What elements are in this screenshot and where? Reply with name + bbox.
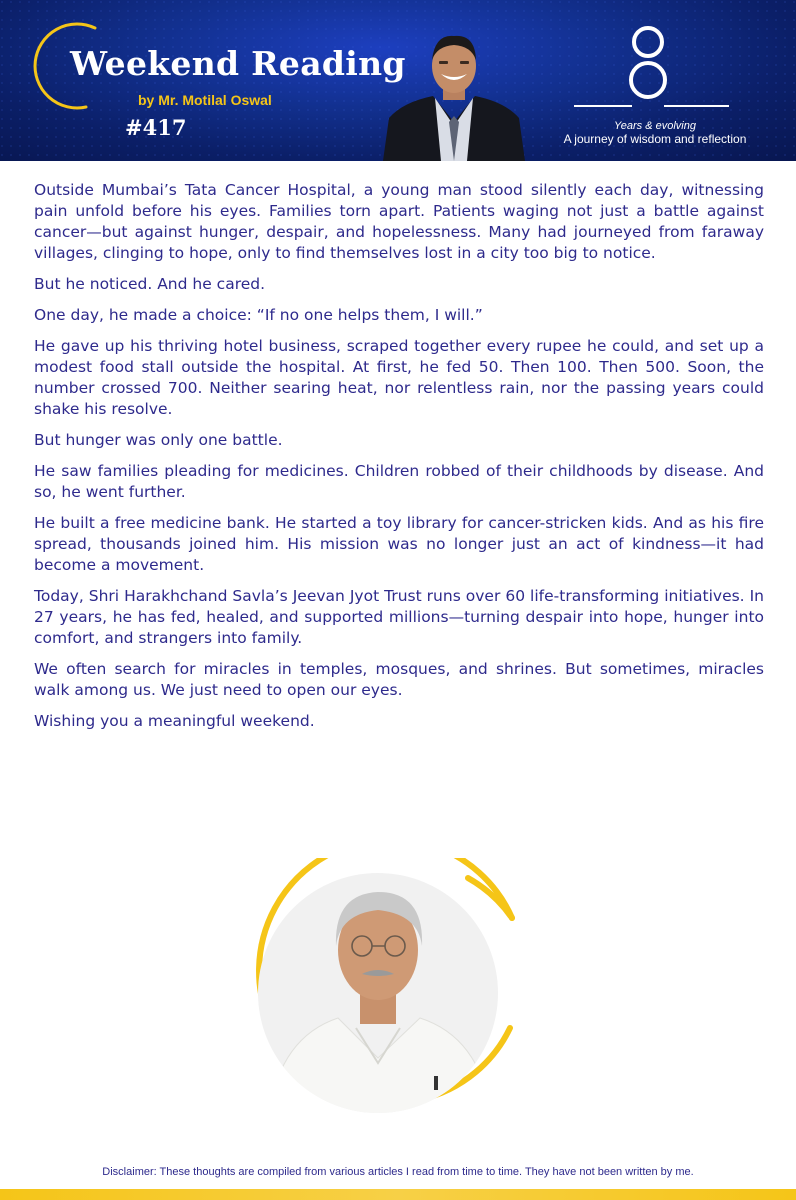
author-byline: by Mr. Motilal Oswal <box>138 92 272 108</box>
article-body <box>34 180 764 742</box>
header-banner <box>0 0 796 161</box>
anniversary-8-badge-icon <box>574 22 734 114</box>
article-paragraph: One day, he made a choice: “If no one helps them, I will.” <box>34 306 483 324</box>
badge-tagline: A journey of wisdom and reflection <box>563 132 747 146</box>
article-paragraph: But hunger was only one battle. <box>34 431 283 449</box>
article-paragraph: Today, Shri Harakhchand Savla’s Jeevan Jyot Trust runs over 60 life-transforming initiatives. In 27 years, he has fed, healed, and supported millions—turning despair into hope, hunger into comfort, and strangers into family. <box>34 587 764 647</box>
page-title: Weekend Reading <box>70 44 406 83</box>
footer-accent-bar <box>0 1189 796 1200</box>
article-paragraph: But he noticed. And he cared. <box>34 275 266 293</box>
author-portrait <box>383 26 525 161</box>
disclaimer-text: Disclaimer: These thoughts are compiled from various articles I read from time to time. They have not been written by me. <box>102 1166 694 1178</box>
badge-caption: Years & evolving <box>614 120 696 132</box>
issue-number: #417 <box>125 115 187 140</box>
article-paragraph: He gave up his thriving hotel business, scraped together every rupee he could, and set up a modest food stall outside the hospital. At first, he fed 50. Then 100. Then 500. Soon, the number crossed 700. Neither searing heat, nor relentless rain, nor the passing years could shake his resolve. <box>34 337 764 418</box>
article-paragraph: Outside Mumbai’s Tata Cancer Hospital, a young man stood silently each day, witnessing pain unfold before his eyes. Families torn apart. Patients waging not just a battle against cancer—but against hunger, despair, and hopelessness. Many had journeyed from faraway villages, clinging to hope, only to find themselves lost in a city too big to notice. <box>34 181 764 262</box>
article-paragraph: He saw families pleading for medicines. Children robbed of their childhoods by disease. And so, he went further. <box>34 462 764 501</box>
article-paragraph: Wishing you a meaningful weekend. <box>34 712 315 730</box>
article-paragraph: He built a free medicine bank. He started a toy library for cancer-stricken kids. And as his fire spread, thousands joined him. His mission was no longer just an act of kindness—it had become a movement. <box>34 514 764 574</box>
subject-portrait <box>238 858 522 1120</box>
article-paragraph: We often search for miracles in temples, mosques, and shrines. But sometimes, miracles walk among us. We just need to open our eyes. <box>34 660 764 699</box>
